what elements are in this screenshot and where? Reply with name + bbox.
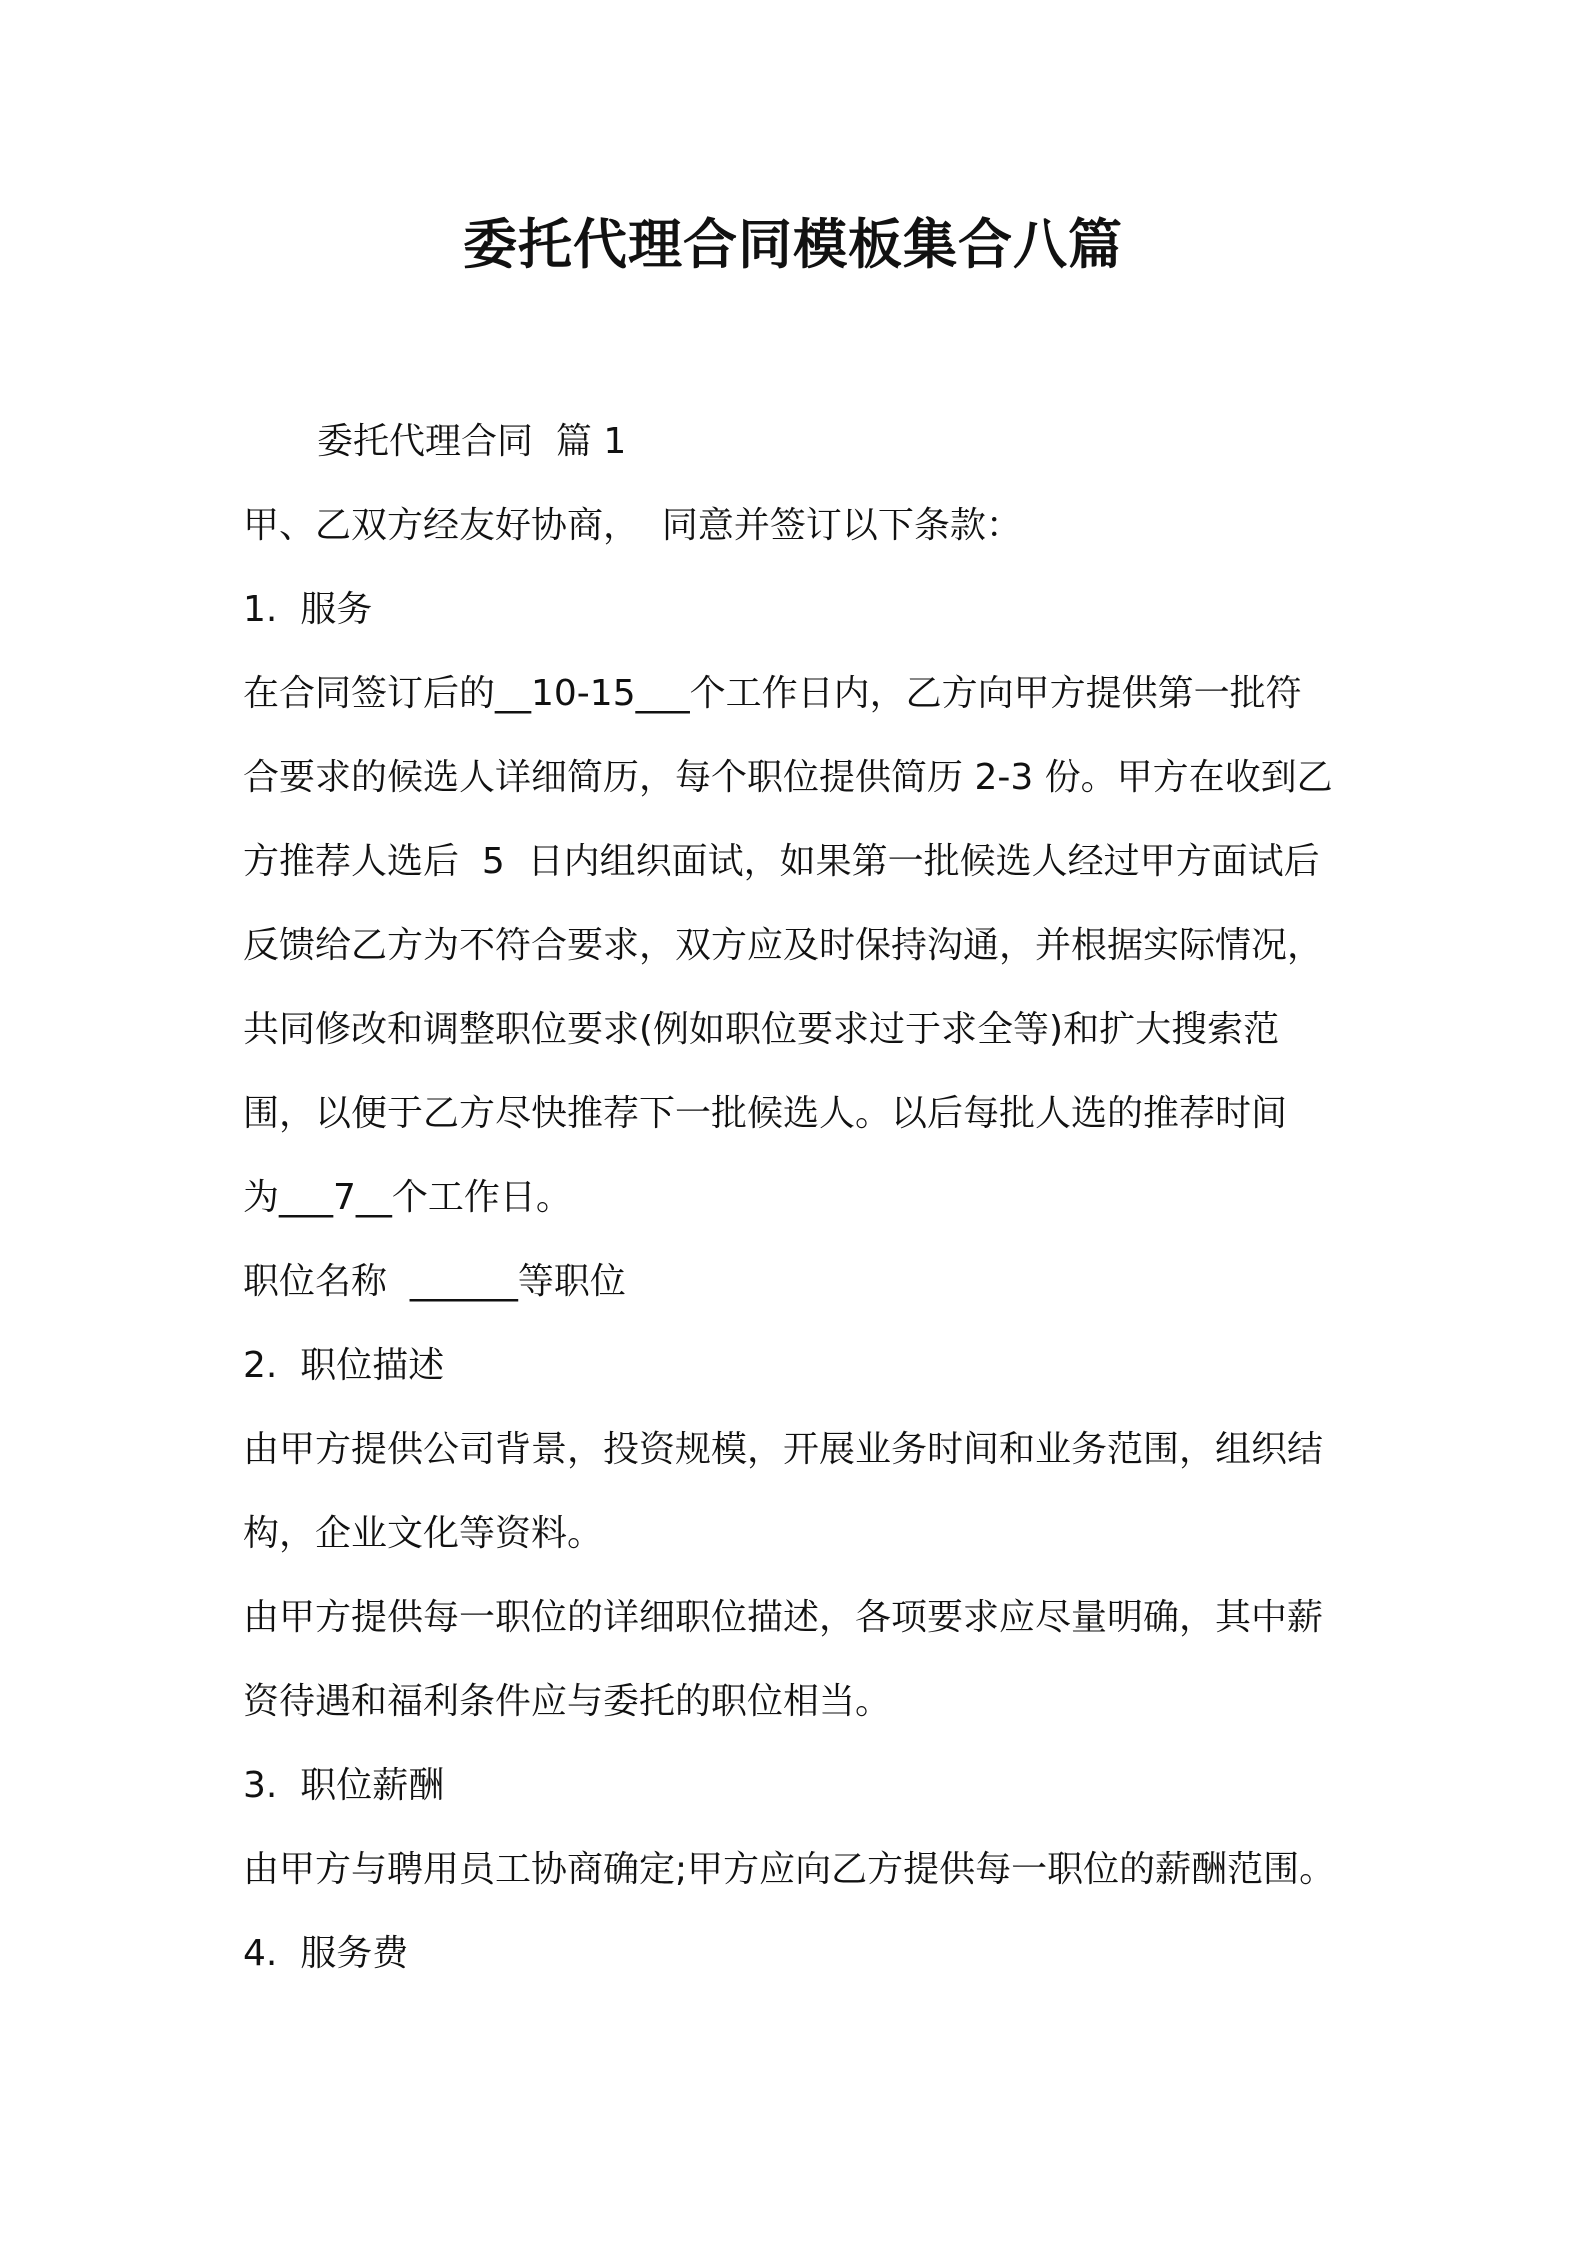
paragraph-line: 资待遇和福利条件应与委托的职位相当。 [243,1681,892,1722]
paragraph-line: 由甲方提供公司背景，投资规模，开展业务时间和业务范围，组织结 [243,1429,1324,1470]
paragraph-line: 为___7__个工作日。 [243,1177,572,1218]
clause-heading: 1. 服务 [243,589,373,630]
paragraph-line: 由甲方与聘用员工协商确定;甲方应向乙方提供每一职位的薪酬范围。 [243,1849,1336,1890]
paragraph-line: 甲、乙双方经友好协商， 同意并签订以下条款： [243,505,1022,546]
clause-heading: 2. 职位描述 [243,1345,445,1386]
paragraph-line: 构，企业文化等资料。 [243,1513,604,1554]
paragraph-line: 围，以便于乙方尽快推荐下一批候选人。以后每批人选的推荐时间 [243,1093,1288,1134]
document-body [243,400,1363,1996]
paragraph-line: 方推荐人选后 5 日内组织面试，如果第一批候选人经过甲方面试后 [243,841,1320,882]
section-heading: 委托代理合同 篇 1 [317,421,627,462]
paragraph-line: 合要求的候选人详细简历，每个职位提供简历 2-3 份。甲方在收到乙 [243,757,1333,798]
paragraph-line: 反馈给乙方为不符合要求，双方应及时保持沟通，并根据实际情况， [243,925,1324,966]
paragraph-line: 职位名称 ______等职位 [243,1261,626,1302]
document-title: 委托代理合同模板集合八篇 [463,213,1123,276]
clause-heading: 4. 服务费 [243,1933,409,1974]
paragraph-line: 在合同签订后的__10-15___个工作日内，乙方向甲方提供第一批符 [243,673,1302,714]
clause-heading: 3. 职位薪酬 [243,1765,445,1806]
paragraph-line: 由甲方提供每一职位的详细职位描述，各项要求应尽量明确，其中薪 [243,1597,1324,1638]
paragraph-line: 共同修改和调整职位要求(例如职位要求过于求全等)和扩大搜索范 [243,1009,1280,1050]
